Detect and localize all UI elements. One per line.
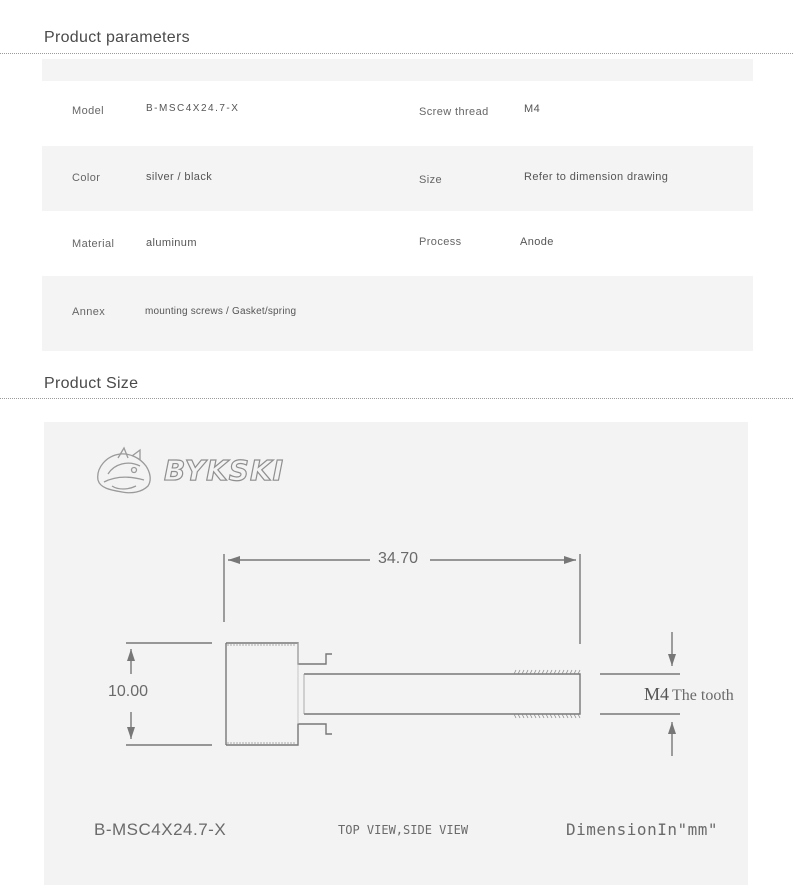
screw-head-outline bbox=[226, 643, 332, 664]
process-value: Anode bbox=[520, 236, 554, 248]
screw-head-outline bbox=[226, 724, 332, 745]
table-row bbox=[42, 81, 753, 146]
table-row bbox=[42, 146, 753, 211]
thread-teeth bbox=[514, 670, 580, 718]
annex-value: mounting screws / Gasket/spring bbox=[145, 306, 297, 317]
thread-label bbox=[644, 684, 734, 705]
model-caption: B-MSC4X24.7-X bbox=[94, 820, 227, 839]
head-knurling bbox=[228, 643, 294, 745]
color-value: silver / black bbox=[146, 171, 213, 183]
section-divider bbox=[0, 398, 793, 399]
thread-suffix: The tooth bbox=[672, 687, 734, 704]
table-row bbox=[42, 211, 753, 276]
process-label: Process bbox=[419, 236, 462, 248]
color-label: Color bbox=[72, 172, 101, 184]
screw-thread-label: Screw thread bbox=[419, 106, 489, 118]
views-caption: TOP VIEW,SIDE VIEW bbox=[338, 823, 469, 837]
material-value: aluminum bbox=[146, 237, 197, 249]
height-dimension-label: 10.00 bbox=[108, 683, 149, 700]
table-row bbox=[42, 276, 753, 351]
material-label: Material bbox=[72, 238, 115, 250]
model-label: Model bbox=[72, 105, 104, 117]
table-header-band bbox=[42, 59, 753, 81]
thread-size: M4 bbox=[644, 684, 670, 704]
technical-drawing bbox=[44, 422, 748, 885]
dimension-arrows bbox=[127, 556, 676, 739]
screw-thread-value: M4 bbox=[524, 103, 541, 115]
length-dimension-label: 34.70 bbox=[378, 550, 419, 567]
model-value: B-MSC4X24.7-X bbox=[146, 103, 240, 114]
units-caption: DimensionIn"mm" bbox=[566, 820, 718, 839]
product-size-title: Product Size bbox=[44, 375, 139, 392]
dimension-drawing bbox=[44, 422, 748, 885]
product-parameters-title: Product parameters bbox=[44, 29, 190, 46]
brand-text: BYKSKI bbox=[164, 454, 285, 487]
size-value: Refer to dimension drawing bbox=[524, 171, 669, 183]
size-label: Size bbox=[419, 174, 442, 186]
section-divider bbox=[0, 53, 793, 54]
screw-shaft-outline bbox=[304, 674, 580, 714]
annex-label: Annex bbox=[72, 306, 106, 318]
